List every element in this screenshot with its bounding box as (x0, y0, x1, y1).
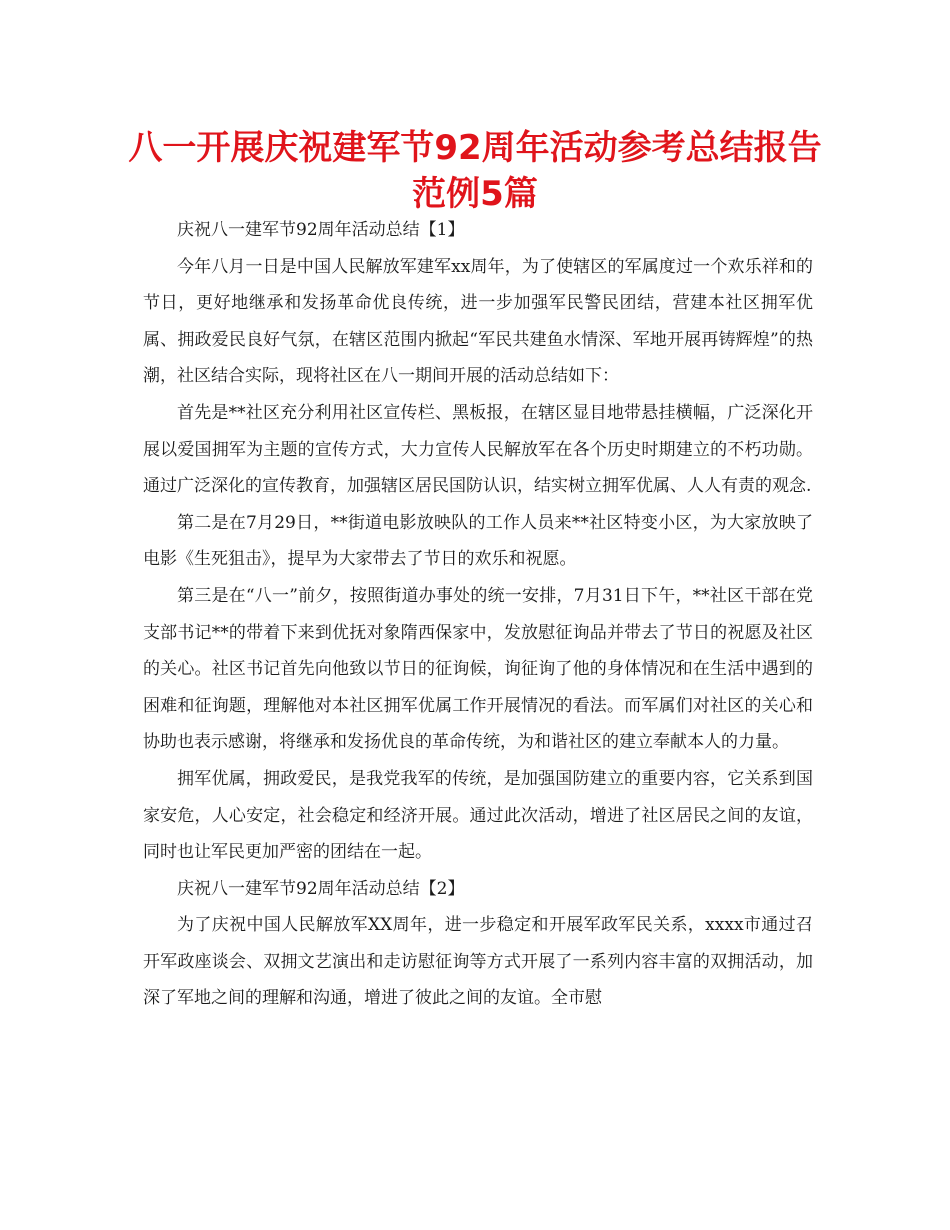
paragraph: 今年八月一日是中国人民解放军建军xx周年，为了使辖区的军属度过一个欢乐祥和的节日，更好地继承和发扬革命优良传统，进一步加强军民警民团结，营建本社区拥军优属、拥政爱民良好气氛，在辖区范围内掀起“军民共建鱼水情深、军地开展再铸辉煌”的热潮，社区结合实际，现将社区在八一期间开展的活动总结如下： (143, 256, 813, 387)
paragraph: 第二是在7月29日，**街道电影放映队的工作人员来**社区特变小区，为大家放映了电影《生死狙击》，提早为大家带去了节日的欢乐和祝愿。 (143, 512, 813, 570)
section-heading-1: 庆祝八一建军节92周年活动总结【1】 (177, 220, 465, 240)
paragraph: 首先是**社区充分利用社区宣传栏、黑板报，在辖区显目地带悬挂横幅，广泛深化开展以爱国拥军为主题的宣传方式，大力宣传人民解放军在各个历史时期建立的不朽功勋。通过广泛深化的宣传教育，加强辖区居民国防认识，结实树立拥军优属、人人有责的观念. (143, 402, 813, 497)
document-title-line-2: 范例5篇 (412, 174, 538, 214)
document-body (143, 212, 813, 1017)
paragraph: 拥军优属，拥政爱民，是我党我军的传统，是加强国防建立的重要内容，它关系到国家安危，人心安定，社会稳定和经济开展。通过此次活动，增进了社区居民之间的友谊，同时也让军民更加严密的团结在一起。 (143, 768, 813, 863)
paragraph: 第三是在“八一”前夕，按照街道办事处的统一安排，7月31日下午，**社区干部在党支部书记**的带着下来到优抚对象隋西保家中，发放慰征询品并带去了节日的祝愿及社区的关心。社区书记首先向他致以节日的征询候，询征询了他的身体情况和在生活中遇到的困难和征询题，理解他对本社区拥军优属工作开展情况的看法。而军属们对社区的关心和协助也表示感谢，将继承和发扬优良的革命传统，为和谐社区的建立奉献本人的力量。 (143, 585, 813, 753)
document-title-line-1: 八一开展庆祝建军节92周年活动参考总结报告 (128, 128, 822, 168)
paragraph: 为了庆祝中国人民解放军XX周年，进一步稳定和开展军政军民关系，xxxx市通过召开军政座谈会、双拥文艺演出和走访慰征询等方式开展了一系列内容丰富的双拥活动，加深了军地之间的理解和沟通，增进了彼此之间的友谊。全市慰 (143, 915, 813, 1009)
section-heading-2: 庆祝八一建军节92周年活动总结【2】 (177, 878, 465, 899)
